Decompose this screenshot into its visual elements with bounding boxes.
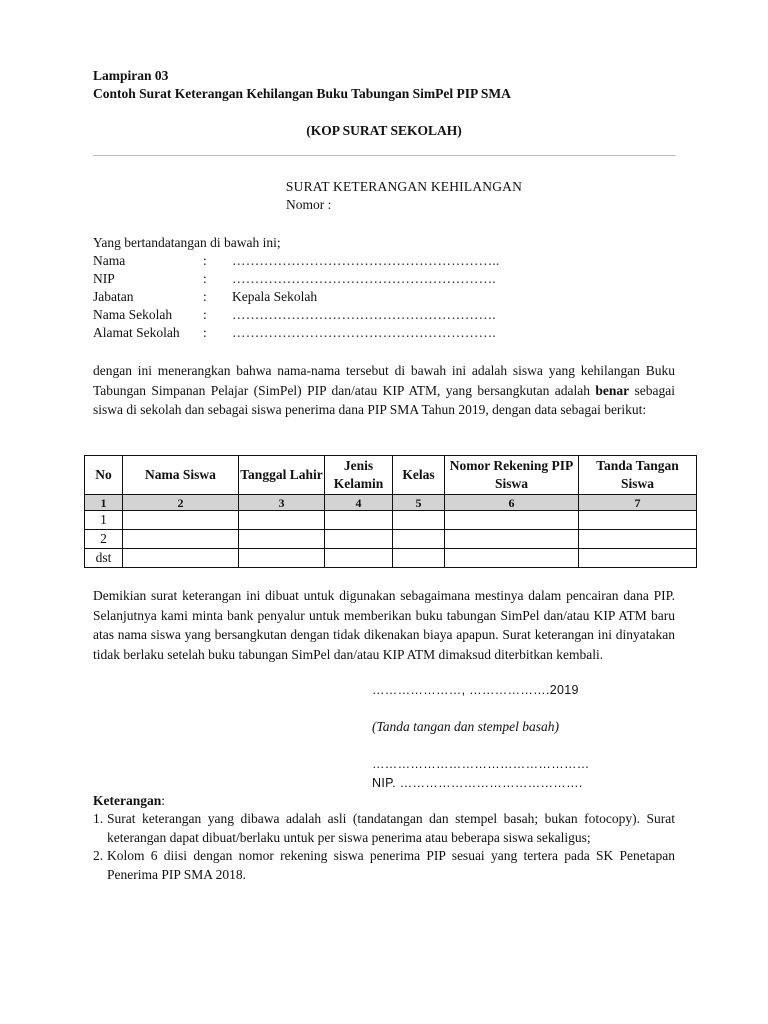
table-row xyxy=(85,549,697,568)
field-value: …………………………………………………. xyxy=(232,271,496,286)
field-value: …………………………………………………. xyxy=(232,325,496,340)
table-cell xyxy=(393,530,445,549)
notes-heading xyxy=(93,792,165,811)
closing-paragraph: Demikian surat keterangan ini dibuat untuk digunakan sebagaimana mestinya dalam pencairan dana PIP. Selanjutnya kami minta bank penyalur untuk memberikan buku tabungan SimPel dan/atau KIP ATM baru atas nama siswa yang bersangkutan dengan tidak dikenakan biaya apapun. Surat keterangan ini dinyatakan tidak berlaku setelah buku tabungan SimPel dan/atau KIP ATM dimaksud diterbitkan kembali. xyxy=(93,588,675,662)
column-number: 3 xyxy=(239,495,325,511)
column-number: 2 xyxy=(123,495,239,511)
note-text: Kolom 6 diisi dengan nomor rekening siswa penerima PIP sesuai yang tertera pada SK Penetapan Penerima PIP SMA 2018. xyxy=(107,848,675,882)
notes-heading-colon: : xyxy=(161,793,166,808)
table-cell xyxy=(393,511,445,530)
field-label: NIP xyxy=(93,271,115,286)
field-label: Nama Sekolah xyxy=(93,307,173,322)
field-colon: : xyxy=(203,307,207,322)
field-colon: : xyxy=(203,325,207,340)
field-colon: : xyxy=(203,253,207,268)
notes-list xyxy=(93,810,675,884)
header-tanda-tangan: Tanda Tangan Siswa xyxy=(579,456,697,495)
field-colon: : xyxy=(203,289,207,304)
field-nama-sekolah xyxy=(93,306,693,324)
statement-emphasis: benar xyxy=(595,382,630,398)
table-cell xyxy=(239,549,325,568)
column-number: 7 xyxy=(579,495,697,511)
statement-paragraph xyxy=(93,361,675,420)
field-alamat-sekolah xyxy=(93,324,693,342)
row-number: 2 xyxy=(85,530,123,549)
header-nama-siswa: Nama Siswa xyxy=(123,456,239,495)
signature-stamp-note: (Tanda tangan dan stempel basah) xyxy=(372,719,560,734)
field-nip xyxy=(93,270,693,288)
note-text: Surat keterangan yang dibawa adalah asli (tandatangan dan stempel basah; bukan fotocopy). Surat keterangan dapat dibuat/berlaku untuk per siswa penerima atau beberapa siswa sekaligus; xyxy=(107,811,675,845)
table-row xyxy=(85,511,697,530)
statement-text-part1: dengan ini menerangkan bahwa nama-nama tersebut di bawah ini adalah siswa yang kehilangan Buku Tabungan Simpanan Pelajar (SimPel) PIP dan/atau KIP ATM, yang bersangkutan adalah xyxy=(93,363,675,398)
statement-text-part2: sebagai siswa di sekolah dan sebagai siswa penerima dana PIP SMA Tahun 2019, dengan data sebagai berikut: xyxy=(93,382,675,417)
row-number: dst xyxy=(85,549,123,568)
header-jenis-kelamin: Jenis Kelamin xyxy=(325,456,393,495)
field-label: Alamat Sekolah xyxy=(93,325,180,340)
note-number: 1. xyxy=(93,811,104,826)
table-cell xyxy=(393,549,445,568)
table-cell xyxy=(325,549,393,568)
table-header-row xyxy=(85,456,697,495)
letterhead-placeholder: (KOP SURAT SEKOLAH) xyxy=(306,123,462,138)
table-cell xyxy=(123,549,239,568)
attachment-label: Lampiran 03 xyxy=(93,68,169,83)
letter-title: SURAT KETERANGAN KEHILANGAN xyxy=(285,179,523,194)
table-cell xyxy=(445,549,579,568)
table-cell xyxy=(579,511,697,530)
column-number: 6 xyxy=(445,495,579,511)
list-item xyxy=(93,810,675,847)
field-jabatan xyxy=(93,288,693,306)
row-number: 1 xyxy=(85,511,123,530)
column-number: 1 xyxy=(85,495,123,511)
header-divider xyxy=(93,155,676,156)
place-date-line: …………………, ……………….2019 xyxy=(372,683,579,697)
document-subtitle: Contoh Surat Keterangan Kehilangan Buku Tabungan SimPel PIP SMA xyxy=(93,86,511,101)
signatory-nip-line: NIP. ……………………………………. xyxy=(372,776,583,790)
table-cell xyxy=(325,511,393,530)
field-label: Jabatan xyxy=(93,289,134,304)
student-table xyxy=(84,455,697,568)
notes-heading-text: Keterangan xyxy=(93,793,162,808)
header-kelas: Kelas xyxy=(393,456,445,495)
field-colon: : xyxy=(203,271,207,286)
table-row xyxy=(85,530,697,549)
field-label: Nama xyxy=(93,253,126,268)
table-cell xyxy=(325,530,393,549)
table-cell xyxy=(445,530,579,549)
column-number-row xyxy=(85,495,697,511)
field-nama xyxy=(93,252,693,270)
note-number: 2. xyxy=(93,848,104,863)
intro-text: Yang bertandatangan di bawah ini; xyxy=(93,235,281,250)
table-cell xyxy=(579,549,697,568)
table-cell xyxy=(579,530,697,549)
table-cell xyxy=(445,511,579,530)
field-value: …………………………………………………. xyxy=(232,307,496,322)
column-number: 4 xyxy=(325,495,393,511)
field-value: ………………………………………………….. xyxy=(232,253,500,268)
table-cell xyxy=(239,511,325,530)
column-number: 5 xyxy=(393,495,445,511)
table-cell xyxy=(123,530,239,549)
header-tanggal-lahir: Tanggal Lahir xyxy=(239,456,325,495)
table-cell xyxy=(239,530,325,549)
table-cell xyxy=(123,511,239,530)
signatory-name-line: …………………………………………… xyxy=(372,757,590,771)
header-nomor-rekening: Nomor Rekening PIP Siswa xyxy=(445,456,579,495)
header-no: No xyxy=(85,456,123,495)
field-value: Kepala Sekolah xyxy=(232,289,318,304)
letter-number: Nomor : xyxy=(286,197,332,212)
list-item xyxy=(93,847,675,884)
